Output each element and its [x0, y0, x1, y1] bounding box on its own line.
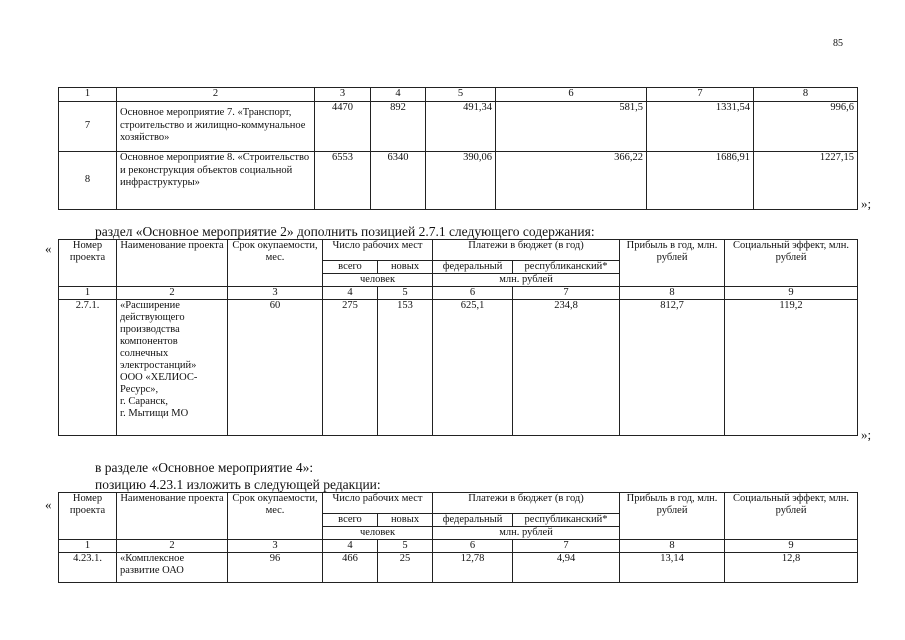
project-name-line: «Расширение: [120, 300, 180, 311]
payback-value: 96: [228, 553, 323, 583]
column-number-row: [59, 287, 858, 300]
header-project-name: Наименование проекта: [117, 493, 228, 540]
profit-value: 13,14: [620, 553, 725, 583]
col-number: 2: [117, 287, 228, 300]
header-jobs: Число рабочих мест: [323, 240, 433, 261]
project-name: [117, 300, 228, 436]
header-project-name: Наименование проекта: [117, 240, 228, 287]
cell-value: 996,6: [754, 102, 858, 152]
project-name-line: ООО «ХЕЛИОС-: [120, 372, 198, 383]
project-name-line: Ресурс»,: [120, 384, 159, 395]
col-number: 8: [620, 540, 725, 553]
cell-value: 4470: [315, 102, 371, 152]
col-number: 4: [371, 88, 426, 102]
col-number: 3: [228, 287, 323, 300]
closing-quote: »;: [861, 196, 872, 211]
table-header-row: [59, 88, 858, 102]
republican-value: 4,94: [513, 553, 620, 583]
cell-value: 366,22: [496, 152, 647, 210]
col-number: 9: [725, 287, 858, 300]
col-number: 3: [228, 540, 323, 553]
cell-value: 1331,54: [647, 102, 754, 152]
header-jobs-total: всего: [323, 514, 378, 527]
project-name-line: г. Саранск,: [120, 396, 168, 407]
project-name-line: солнечных: [120, 348, 169, 359]
row-number: 7: [59, 102, 117, 152]
closing-quote: »;: [861, 427, 872, 442]
cell-value: 1227,15: [754, 152, 858, 210]
col-number: 2: [117, 88, 315, 102]
col-number: 4: [323, 287, 378, 300]
jobs-new-value: 153: [378, 300, 433, 436]
table-row: [59, 152, 858, 210]
social-value: 119,2: [725, 300, 858, 436]
page-number: 85: [833, 38, 843, 49]
col-number: 7: [513, 540, 620, 553]
header-jobs-unit: человек: [323, 274, 433, 287]
col-number: 4: [323, 540, 378, 553]
jobs-new-value: 25: [378, 553, 433, 583]
col-number: 3: [315, 88, 371, 102]
activity-name: Основное мероприятие 7. «Транспорт, строительство и жилищно-коммунальное хозяйство»: [117, 102, 315, 152]
jobs-total-value: 275: [323, 300, 378, 436]
project-name-line: действующего: [120, 312, 185, 323]
col-number: 9: [725, 540, 858, 553]
header-project-no: Номер проекта: [59, 493, 117, 540]
cell-value: 581,5: [496, 102, 647, 152]
project-name-line: «Комплексное: [120, 553, 185, 564]
federal-value: 12,78: [433, 553, 513, 583]
col-number: 8: [754, 88, 858, 102]
paragraph-text: позицию 4.23.1 изложить в следующей редакции:: [95, 477, 381, 492]
header-project-no: Номер проекта: [59, 240, 117, 287]
header-jobs-new: новых: [378, 261, 433, 274]
header-payments: Платежи в бюджет (в год): [433, 493, 620, 514]
project-name: [117, 553, 228, 583]
col-number: 1: [59, 88, 117, 102]
column-number-row: [59, 540, 858, 553]
table-project-2-7-1: [58, 239, 858, 436]
col-number: 5: [378, 540, 433, 553]
payback-value: 60: [228, 300, 323, 436]
header-payments-unit: млн. рублей: [433, 274, 620, 287]
header-federal: федеральный: [433, 514, 513, 527]
project-name-line: электростанций»: [120, 360, 197, 371]
project-name-line: г. Мытищи МО: [120, 408, 189, 419]
paragraph-text: в разделе «Основное мероприятие 4»:: [95, 460, 314, 475]
header-profit: Прибыль в год, млн. рублей: [620, 493, 725, 540]
col-number: 6: [433, 540, 513, 553]
project-name-line: развитие ОАО: [120, 565, 184, 576]
cell-value: 491,34: [426, 102, 496, 152]
header-row: [59, 493, 858, 514]
cell-value: 1686,91: [647, 152, 754, 210]
col-number: 6: [496, 88, 647, 102]
social-value: 12,8: [725, 553, 858, 583]
cell-value: 892: [371, 102, 426, 152]
header-payments-unit: млн. рублей: [433, 527, 620, 540]
activity-name: Основное мероприятие 8. «Строительство и реконструкция объектов социальной инфраструктуры»: [117, 152, 315, 210]
cell-value: 6553: [315, 152, 371, 210]
table-row: [59, 300, 858, 436]
table-row: [59, 553, 858, 583]
col-number: 2: [117, 540, 228, 553]
header-federal: федеральный: [433, 261, 513, 274]
row-number: 8: [59, 152, 117, 210]
header-republican: республиканский*: [513, 514, 620, 527]
federal-value: 625,1: [433, 300, 513, 436]
opening-quote: «: [45, 241, 52, 256]
header-jobs-total: всего: [323, 261, 378, 274]
col-number: 8: [620, 287, 725, 300]
header-jobs-new: новых: [378, 514, 433, 527]
header-jobs-unit: человек: [323, 527, 433, 540]
project-number: 2.7.1.: [59, 300, 117, 436]
header-social: Социальный эффект, млн. рублей: [725, 493, 858, 540]
col-number: 5: [378, 287, 433, 300]
header-payback: Срок окупаемости, мес.: [228, 493, 323, 540]
header-profit: Прибыль в год, млн. рублей: [620, 240, 725, 287]
header-payback: Срок окупаемости, мес.: [228, 240, 323, 287]
col-number: 1: [59, 287, 117, 300]
header-jobs: Число рабочих мест: [323, 493, 433, 514]
header-republican: республиканский*: [513, 261, 620, 274]
project-name-line: компонентов: [120, 336, 178, 347]
republican-value: 234,8: [513, 300, 620, 436]
cell-value: 6340: [371, 152, 426, 210]
table-main-activities: [58, 87, 858, 210]
col-number: 6: [433, 287, 513, 300]
header-payments: Платежи в бюджет (в год): [433, 240, 620, 261]
profit-value: 812,7: [620, 300, 725, 436]
col-number: 5: [426, 88, 496, 102]
project-name-line: производства: [120, 324, 180, 335]
jobs-total-value: 466: [323, 553, 378, 583]
paragraph-text: раздел «Основное мероприятие 2» дополнить позицией 2.7.1 следующего содержания:: [95, 224, 595, 239]
cell-value: 390,06: [426, 152, 496, 210]
col-number: 1: [59, 540, 117, 553]
col-number: 7: [647, 88, 754, 102]
table-row: [59, 102, 858, 152]
table-project-4-23-1: [58, 492, 858, 583]
header-row: [59, 240, 858, 261]
header-social: Социальный эффект, млн. рублей: [725, 240, 858, 287]
project-number: 4.23.1.: [59, 553, 117, 583]
opening-quote: «: [45, 497, 52, 512]
col-number: 7: [513, 287, 620, 300]
